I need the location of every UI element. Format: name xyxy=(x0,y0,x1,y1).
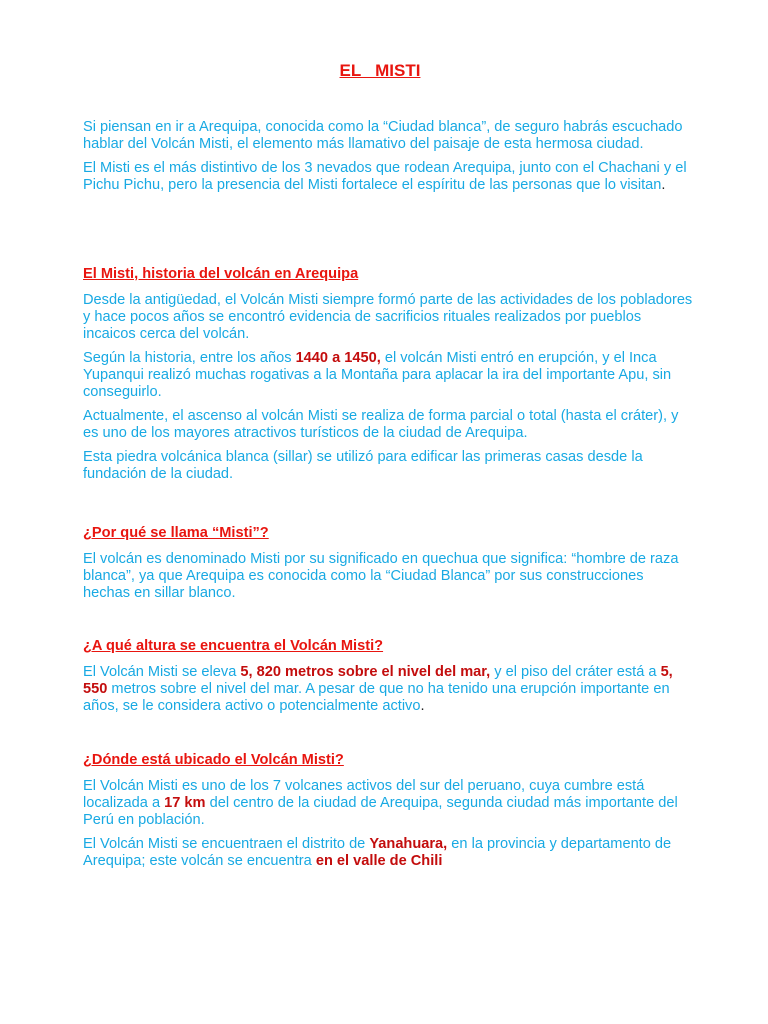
location-paragraph-1-start: El Volcán Misti es uno de los 7 volcanes activos del sur del peruano, cuya cumbre está localizada a xyxy=(83,778,645,811)
altitude-heading: ¿A qué altura se encuentra el Volcán Misti? xyxy=(83,638,384,654)
intro-paragraph-2-period: . xyxy=(661,177,666,193)
intro-paragraph-1: Si piensan en ir a Arequipa, conocida como la “Ciudad blanca”, de seguro habrás escuchado hablar del Volcán Misti, el elemento más llamativo del paisaje de esta hermosa ciudad. xyxy=(83,119,683,152)
location-paragraph-1 xyxy=(83,778,693,829)
history-paragraph-2 xyxy=(83,350,693,401)
altitude-section xyxy=(83,638,693,722)
location-valley: en el valle de Chili xyxy=(315,853,443,869)
name-paragraph: El volcán es denominado Misti por su significado en quechua que significa: “hombre de raza blanca”, ya que Arequipa es conocida como la “Ciudad Blanca” por sus construcciones hechas en sillar blanco. xyxy=(83,551,679,601)
altitude-paragraph-start: El Volcán Misti se eleva xyxy=(83,664,241,680)
intro-paragraph-2-text: El Misti es el más distintivo de los 3 nevados que rodean Arequipa, junto con el Chachani y el Pichu Pichu, pero la presencia del Misti fortalece el espíritu de las personas que lo visitan xyxy=(83,160,687,193)
altitude-paragraph xyxy=(83,664,693,715)
document-title: EL MISTI xyxy=(339,61,421,80)
history-paragraph-3: Actualmente, el ascenso al volcán Misti se realiza de forma parcial o total (hasta el cráter), y es uno de los mayores atractivos turísticos de la ciudad de Arequipa. xyxy=(83,408,679,441)
history-eruption-years: 1440 a 1450, xyxy=(295,350,381,366)
location-paragraph-2-start: El Volcán Misti se encuentraen el distrito de xyxy=(83,836,370,852)
location-paragraph-2-mid: en la provincia y departamento de Arequipa; este volcán se encuentra xyxy=(83,836,672,869)
altitude-paragraph-rest: metros sobre el nivel del mar. A pesar de que no ha tenido una erupción importante en años, se le considera activo o potencialmente activo xyxy=(83,681,670,714)
name-section xyxy=(83,525,693,609)
name-heading: ¿Por qué se llama “Misti”? xyxy=(83,525,269,541)
location-distance: 17 km xyxy=(164,795,206,811)
location-district: Yanahuara, xyxy=(369,836,448,852)
altitude-summit-height: 5, 820 metros sobre el nivel del mar, xyxy=(240,664,491,680)
history-paragraph-1: Desde la antigüedad, el Volcán Misti siempre formó parte de las actividades de los pobladores y hace pocos años se encontró evidencia de sacrificios rituales realizados por pueblos incaicos cerca del volcán. xyxy=(83,292,693,342)
location-paragraph-1-rest: del centro de la ciudad de Arequipa, segunda ciudad más importante del Perú en población. xyxy=(83,795,678,828)
history-paragraph-2-start: Según la historia, entre los años xyxy=(83,350,296,366)
altitude-paragraph-mid: y el piso del cráter está a xyxy=(490,664,661,680)
location-paragraph-2 xyxy=(83,836,693,870)
intro-paragraph-2 xyxy=(83,160,693,194)
location-section xyxy=(83,752,693,877)
altitude-crater-height: 5, 550 xyxy=(83,664,673,697)
altitude-paragraph-period: . xyxy=(420,698,425,714)
history-paragraph-2-rest: el volcán Misti entró en erupción, y el Inca Yupanqui realizó muchas rogativas a la Montaña para aplacar la ira del importante Apu, sin conseguirlo. xyxy=(83,350,672,400)
history-heading: El Misti, historia del volcán en Arequipa xyxy=(83,266,359,282)
history-section xyxy=(83,266,693,490)
location-heading: ¿Dónde está ubicado el Volcán Misti? xyxy=(83,752,344,768)
history-paragraph-4: Esta piedra volcánica blanca (sillar) se utilizó para edificar las primeras casas desde la fundación de la ciudad. xyxy=(83,449,643,482)
intro-section xyxy=(83,119,693,201)
